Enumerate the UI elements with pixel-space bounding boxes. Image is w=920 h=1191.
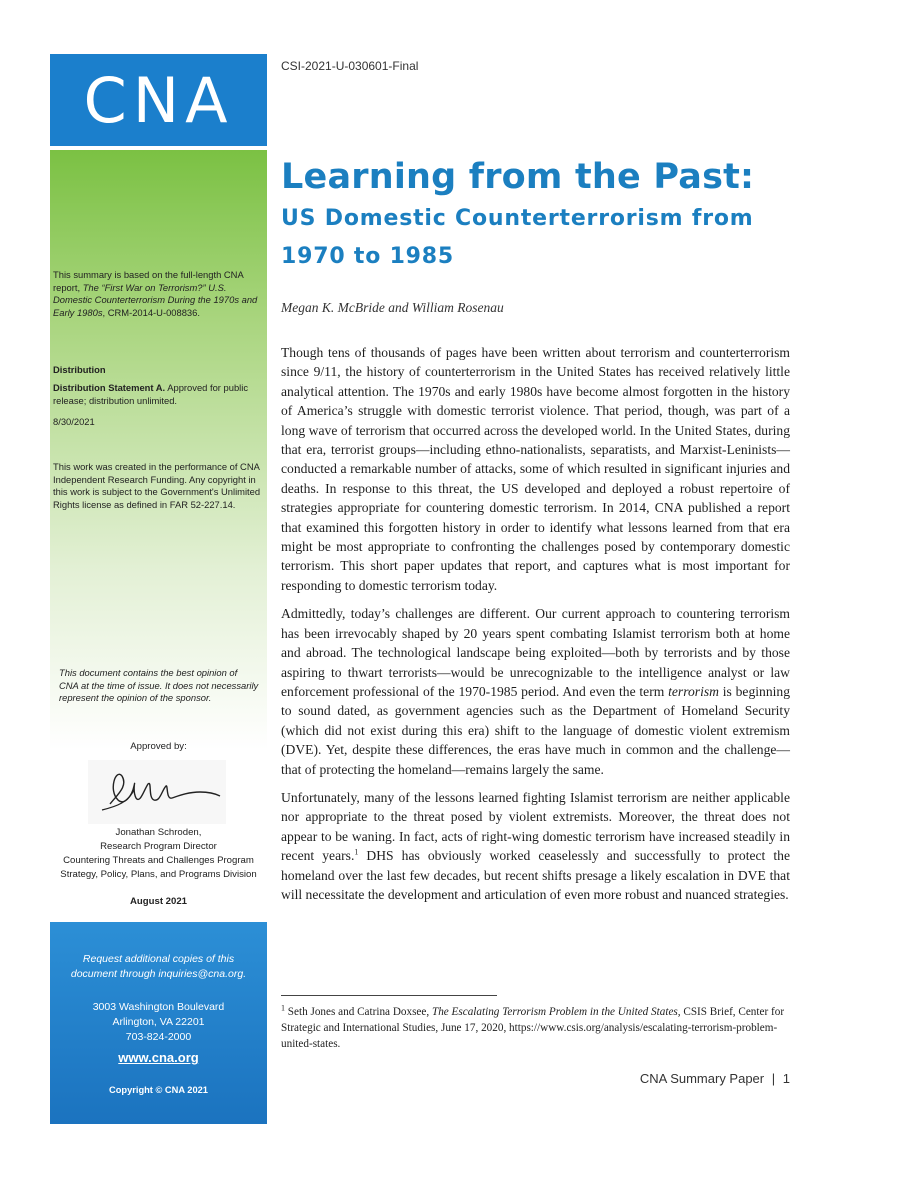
emphasis-term: terrorism [668, 683, 719, 699]
distribution-statement [53, 382, 263, 407]
cna-logo [50, 54, 267, 146]
footnote-title: The Escalating Terrorism Problem in the United States, [431, 1006, 681, 1018]
footer-label: CNA Summary Paper [639, 1071, 765, 1086]
approved-by-label: Approved by: [130, 741, 187, 752]
paragraph-2-text: Admittedly, today’s challenges are different. Our current approach to countering terrorism has been irrevocably shaped by 20 years spent combating Islamist terrorism both at home and abroad. The technological landscape being exploited—both by terrorists and by those aspiring to thwart terrorists—would be unrecognizable to the intelligence analyst or law enforcement professional of the 1970-1985 period. And even the term [281, 606, 790, 699]
distribution-statement-text: Approved for public release; distribution unlimited. [53, 382, 249, 406]
document-code: CSI-2021-U-030601-Final [281, 59, 419, 73]
paragraph-2-text-cont: is beginning to sound dated, as government agencies such as the Department of Homeland Security (which did not exist during this era) shift to the language of domestic violent extremism (DVE). Yet, despite these differences, the eras have much in common and the challenge—that of protecting the homeland—remains largely the same. [281, 683, 791, 777]
footnote-divider [281, 995, 497, 996]
summary-note-text: This summary is based on the full-length CNA report, [53, 269, 244, 293]
paragraph-3 [281, 788, 790, 904]
authors: Megan K. McBride and William Rosenau [281, 300, 504, 315]
page-number: 1 [782, 1071, 790, 1086]
paragraph-1: Though tens of thousands of pages have been written about terrorism and counterterrorism since 9/11, the history of counterterrorism in the United States has received relatively little analytical attention. The 1970s and early 1980s have become almost forgotten in the history of America’s struggle with domestic terrorist violence. That period, though, was part of a long wave of terrorism that occurred across the developed world. In the United States, during that era, terrorist groups—including ethno-nationalists, separatists, and Marxist-Leninists—conducted a remarkable number of attacks, some of which resulted in significant injuries and deaths. In response to this threat, the US developed and deployed a robust repertoire of strategies appropriate for countering domestic terrorism. In 2014, CNA published a report that examined this forgotten history in order to identify what lessons learned from that era might be most appropriate to confronting the challenges posed by contemporary domestic terrorism. This short paper updates that report, and captures what is most important for responding to domestic terrorism today. [281, 345, 790, 593]
paragraph-3-text: Unfortunately, many of the lessons learned fighting Islamist terrorism are neither applicable nor appropriate to the threat posed by violent extremists. Moreover, the threat does not appear to be waning. In fact, acts of right-wing domestic terrorism have increased steadily in recent years. [281, 789, 790, 864]
signature [88, 760, 226, 824]
approver-division: Strategy, Policy, Plans, and Programs Division [60, 869, 257, 880]
sidebar [50, 54, 267, 1124]
footnote [281, 1004, 791, 1052]
footnote-number: 1 [281, 1003, 285, 1013]
approver-title: Research Program Director [100, 841, 217, 852]
distribution-statement-label: Distribution Statement A. [53, 382, 166, 393]
distribution-date: 8/30/2021 [53, 416, 95, 427]
contact-panel [50, 922, 267, 1124]
address-block [50, 1000, 267, 1045]
footer-separator: | [771, 1071, 776, 1086]
request-line-2: document through inquiries@cna.org. [70, 968, 247, 980]
request-copies-note [50, 952, 267, 982]
body-text [281, 343, 790, 913]
page-footer [640, 1071, 790, 1086]
website-link[interactable]: www.cna.org [118, 1050, 199, 1065]
report-number: , CRM-2014-U-008836. [102, 306, 200, 318]
street-address: 3003 Washington Boulevard [92, 1001, 225, 1013]
approver-name: Jonathan Schroden, [115, 827, 202, 838]
issue-date: August 2021 [129, 896, 188, 907]
city-state-zip: Arlington, VA 22201 [112, 1016, 205, 1028]
footnote-authors: Seth Jones and Catrina Doxsee, [285, 1006, 432, 1018]
summary-note [53, 269, 263, 319]
signature-graphic [88, 760, 226, 824]
footnote-source: CSIS Brief, Center for Strategic and International Studies, June 17, 2020, https://www.csis.org/analysis/escalating-terrorism-problem-united-states. [281, 1006, 785, 1050]
funding-note: This work was created in the performance of CNA Independent Research Funding. Any copyright in this work is subject to the Government's Unlimited Rights license as defined in FAR 52-227.14. [53, 461, 261, 510]
opinion-note: This document contains the best opinion of CNA at the time of issue. It does not necessarily represent the opinion of the sponsor. [59, 667, 259, 704]
copyright: Copyright © CNA 2021 [109, 1085, 208, 1095]
distribution-heading: Distribution [53, 364, 106, 375]
page-subtitle: US Domestic Counterterrorism from 1970 to 1985 [281, 206, 754, 269]
footnote-ref[interactable]: 1 [354, 847, 359, 857]
request-line-1: Request additional copies of this [82, 953, 235, 965]
paragraph-3-text-cont: DHS has obviously worked ceaselessly and successfully to protect the homeland over the last few decades, but recent shifts presage a likely escalation in DVE that will necessitate the development and articulation of even more robust and nuanced strategies. [281, 848, 790, 902]
report-title: The “First War on Terrorism?” U.S. Domestic Counterterrorism During the 1970s and Early 1980s [53, 281, 258, 318]
paragraph-2 [281, 604, 790, 779]
approver-program: Countering Threats and Challenges Program [63, 855, 254, 866]
phone-number: 703-824-2000 [125, 1031, 192, 1043]
page-title: Learning from the Past: [281, 157, 755, 197]
logo-text: CNA [83, 64, 234, 137]
